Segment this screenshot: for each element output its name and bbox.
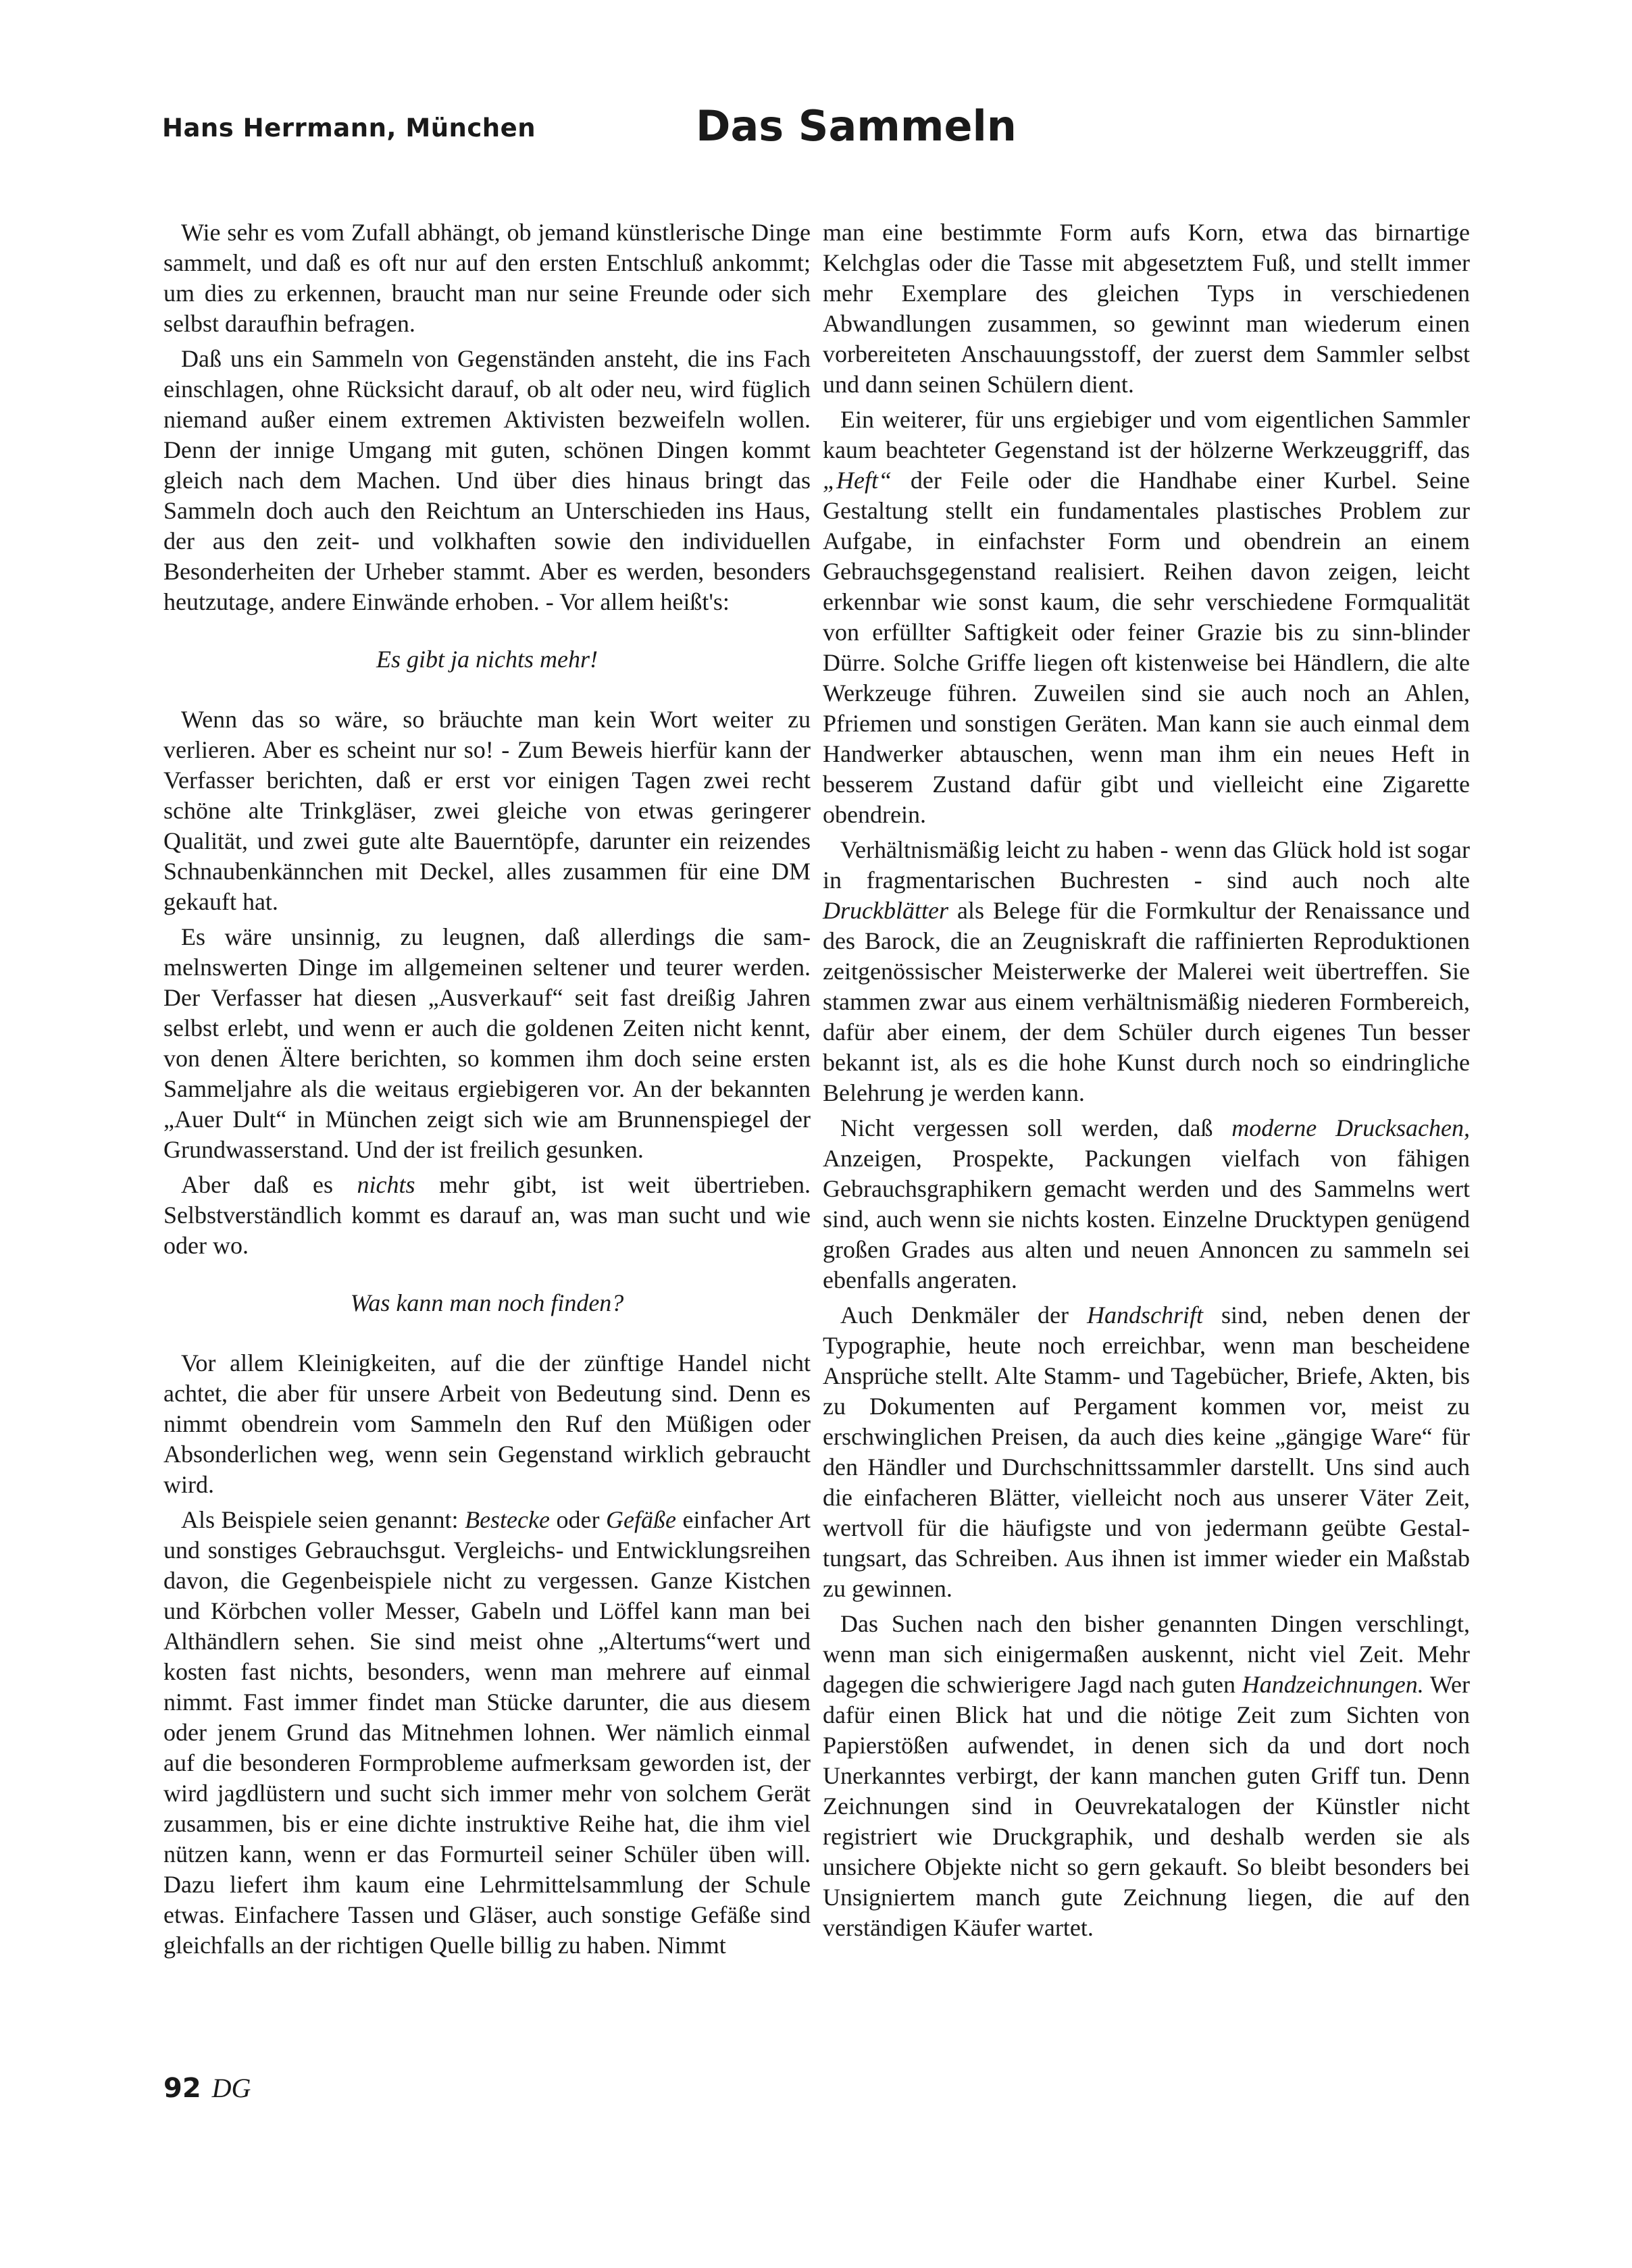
text-run: Das Suchen nach den bisher genannten Dingen verschlingt, wenn man sich einigermaßen auskennt, nicht viel Zeit. Mehr dagegen die schwierigere Jagd nach guten	[823, 1610, 1470, 1698]
paragraph	[823, 835, 1470, 1108]
text-run: mehr gibt, ist weit übertrieben. Selbstverständlich kommt es darauf an, was man sucht und wie oder wo.	[163, 1171, 811, 1259]
emphasis: Gefäße	[606, 1506, 677, 1533]
text-run: Aber daß es	[181, 1171, 357, 1198]
author-name: Hans Herrmann, München	[162, 113, 536, 143]
page-footer	[163, 2072, 251, 2104]
paragraph: Vor allem Kleinigkeiten, auf die der zünftige Handel nicht achtet, die aber für unsere Arbeit von Bedeutung sind. Denn es nimmt obendrein vom Sammeln den Ruf den Müßigen oder Absonderlichen weg, wenn sein Gegenstand wirklich gebraucht wird.	[163, 1349, 811, 1498]
paragraph	[823, 1300, 1470, 1604]
right-column	[823, 217, 1470, 1948]
left-column	[163, 217, 811, 1965]
paragraph: Wenn das so wäre, so bräuchte man kein Wort weiter zu verlieren. Aber es scheint nur so! - Zum Beweis hierfür kann der Verfasser berichten, daß er erst vor einigen Tagen zwei recht schöne alte Trinkgläser, zwei gleiche von etwas geringerer Qualität, und zwei gute alte Bauerntöpfe, darunter ein reizendes Schnaubenkännchen mit Deckel, alles zusammen für eine DM gekauft hat.	[163, 706, 811, 915]
emphasis: moderne Drucksachen,	[1231, 1114, 1470, 1141]
text-run: Verhältnismäßig leicht zu haben - wenn das Glück hold ist sogar in fragmentarischen Buchresten - sind auch noch alte	[823, 836, 1470, 894]
text-run: oder	[549, 1506, 607, 1533]
paragraph	[823, 405, 1470, 830]
paragraph: Wie sehr es vom Zufall abhängt, ob jemand künstlerische Dinge sammelt, und daß es oft nur auf den ersten Entschluß ankommt; um dies zu erkennen, braucht man nur seine Freunde oder sich selbst daraufhin befragen.	[163, 219, 811, 337]
emphasis: Druckblätter	[823, 897, 948, 924]
paragraph	[163, 1505, 811, 1961]
text-run: Ein weiterer, für uns ergiebiger und vom eigentlichen Sammler kaum beachteter Gegenstand ist der hölzerne Werkzeuggriff, das	[823, 406, 1470, 463]
emphasis: Handzeichnungen.	[1242, 1671, 1424, 1698]
magazine-abbreviation: DG	[211, 2073, 251, 2103]
text-run: sind, neben denen der Typographie, heute noch erreichbar, wenn man bescheidene Ansprüche stellt. Alte Stamm- und Tagebücher, Briefe, Akten, bis zu Dokumenten auf Pergament kommen vor, meist zu erschwinglichen Preisen, da auch dies keine „gängige Ware“ für den Händler und Durchschnittssammler darstellt. Uns sind auch die einfacheren Blätter, vielleicht noch aus unserer Väter Zeit, wertvoll für die häufigste und von jedermann geübte Gestaltungsart, das Schreiben. Aus ihnen ist immer wieder ein Maßstab zu gewinnen.	[823, 1301, 1470, 1602]
emphasis: Bestecke	[465, 1506, 550, 1533]
text-run: Nicht vergessen soll werden, daß	[840, 1114, 1232, 1141]
section-heading: Es gibt ja nichts mehr!	[376, 646, 598, 673]
section-heading: Was kann man noch finden?	[350, 1289, 624, 1316]
text-run: der Feile oder die Handhabe einer Kurbel. Seine Gestaltung stellt ein fundamentales plastisches Problem zur Aufgabe, in einfachster Form und obendrein an einem Gebrauchsgegenstand realisiert. Reihen davon zeigen, leicht erkennbar wie sonst kaum, die sehr verschiedene Formqualität von erfüllter Saftigkeit oder feiner Grazie bis zu sinn-blinder Dürre. Solche Griffe liegen oft kistenweise bei Händlern, die alte Werkzeuge führen. Zuweilen sind sie auch noch an Ahlen, Pfriemen und sonstigen Geräten. Man kann sie auch einmal dem Handwerker abtauschen, wenn man ihm ein neues Heft in besserem Zustand dafür gibt und vielleicht eine Zigarette obendrein.	[823, 467, 1470, 828]
paragraph: Daß uns ein Sammeln von Gegenständen ansteht, die ins Fach einschlagen, ohne Rücksicht darauf, ob alt oder neu, wird füglich niemand außer einem extremen Aktivisten bezweifeln wollen. Denn der innige Umgang mit guten, schönen Dingen kommt gleich nach dem Machen. Und über dies hinaus bringt das Sammeln doch auch den Reichtum an Unterschieden ins Haus, der aus den zeit- und volkhaften sowie den individuellen Besonderheiten der Urheber stammt. Aber es werden, besonders heutzutage, andere Einwände erhoben. - Vor allem heißt's:	[163, 345, 811, 615]
paragraph: Es wäre unsinnig, zu leugnen, daß allerdings die sammelnswerten Dinge im allgemeinen seltener und teurer werden. Der Verfasser hat diesen „Ausverkauf“ seit fast dreißig Jahren selbst erlebt, und wenn er auch die goldenen Zeiten nicht kennt, von denen Ältere berichten, so kommen ihm doch seine ersten Sammeljahre als die weitaus ergiebigeren vor. An der bekannten „Auer Dult“ in München zeigt sich wie am Brunnenspiegel der Grundwasserstand. Und der ist freilich gesunken.	[163, 923, 811, 1163]
article-title: Das Sammeln	[696, 101, 1017, 151]
emphasis: nichts	[357, 1171, 415, 1198]
emphasis: „Heft“	[823, 467, 892, 494]
text-run: Auch Denkmäler der	[840, 1301, 1087, 1329]
emphasis: Handschrift	[1086, 1301, 1203, 1329]
paragraph	[163, 1170, 811, 1261]
paragraph: man eine bestimmte Form aufs Korn, etwa das birnartige Kelchglas oder die Tasse mit abgesetztem Fuß, und stellt immer mehr Exemplare des gleichen Typs in verschiedenen Abwandlungen zusammen, so gewinnt man wiederum einen vorbereiteten Anschauungsstoff, der zuerst dem Sammler selbst und dann seinen Schülern dient.	[823, 219, 1470, 398]
paragraph	[823, 1609, 1470, 1943]
text-run: Als Beispiele seien genannt:	[181, 1506, 465, 1533]
page-number: 92	[163, 2073, 201, 2104]
text-run: einfacher Art und sonstiges Gebrauchsgut. Vergleichs- und Entwicklungsreihen davon, die Gegenbeispiele nicht zu vergessen. Ganze Kistchen und Körbchen voller Messer, Gabeln und Löffel kann man bei Althändlern sehen. Sie sind meist ohne „Altertums“wert und kosten fast nichts, besonders, wenn man mehrere auf einmal nimmt. Fast immer findet man Stücke darunter, die aus diesem oder jenem Grund das Mitnehmen lohnen. Wer nämlich einmal auf die besonderen Formprobleme aufmerksam geworden ist, der wird jagdlüstern und sucht sich immer mehr von solchem Gerät zusammen, bis er eine dichte instruktive Reihe hat, die ihm viel nützen kann, wenn er das Formurteil seiner Schüler üben will. Dazu liefert ihm kaum eine Lehrmittelsammlung der Schule etwas. Einfachere Tassen und Gläser, auch sonstige Gefäße sind gleichfalls an der richtigen Quelle billig zu haben. Nimmt	[163, 1506, 811, 1959]
text-run: Wer dafür einen Blick hat und die nötige Zeit zum Sichten von Papierstößen aufwendet, in denen sich da und dort noch Unerkanntes verbirgt, der kann manchen guten Griff tun. Denn Zeichnungen sind in Oeuvrekatalogen der Künstler nicht registriert wie Druckgraphik, und deshalb werden sie als unsichere Objekte nicht so gern gekauft. So bleibt besonders bei Unsigniertem manch gute Zeichnung liegen, die auf den verständigen Käufer wartet.	[823, 1671, 1470, 1941]
text-run: Anzeigen, Prospekte, Packungen vielfach von fähigen Gebrauchsgraphikern gemacht werden und des Sammelns wert sind, auch wenn sie nichts kosten. Einzelne Drucktypen genügend großen Grades aus alten und neuen Annoncen zu sammeln sei ebenfalls angeraten.	[823, 1145, 1470, 1293]
text-run: als Belege für die Formkultur der Renaissance und des Barock, die an Zeugniskraft die raffinierten Reproduktionen zeitgenössischer Meisterwerke der Malerei weit übertreffen. Sie stammen zwar aus einem verhältnismäßig niederen Formbereich, dafür aber einem, der dem Schüler durch eigenes Tun besser bekannt ist, als es die hohe Kunst durch noch so eindringliche Belehrung je werden kann.	[823, 897, 1470, 1106]
paragraph	[823, 1113, 1470, 1295]
